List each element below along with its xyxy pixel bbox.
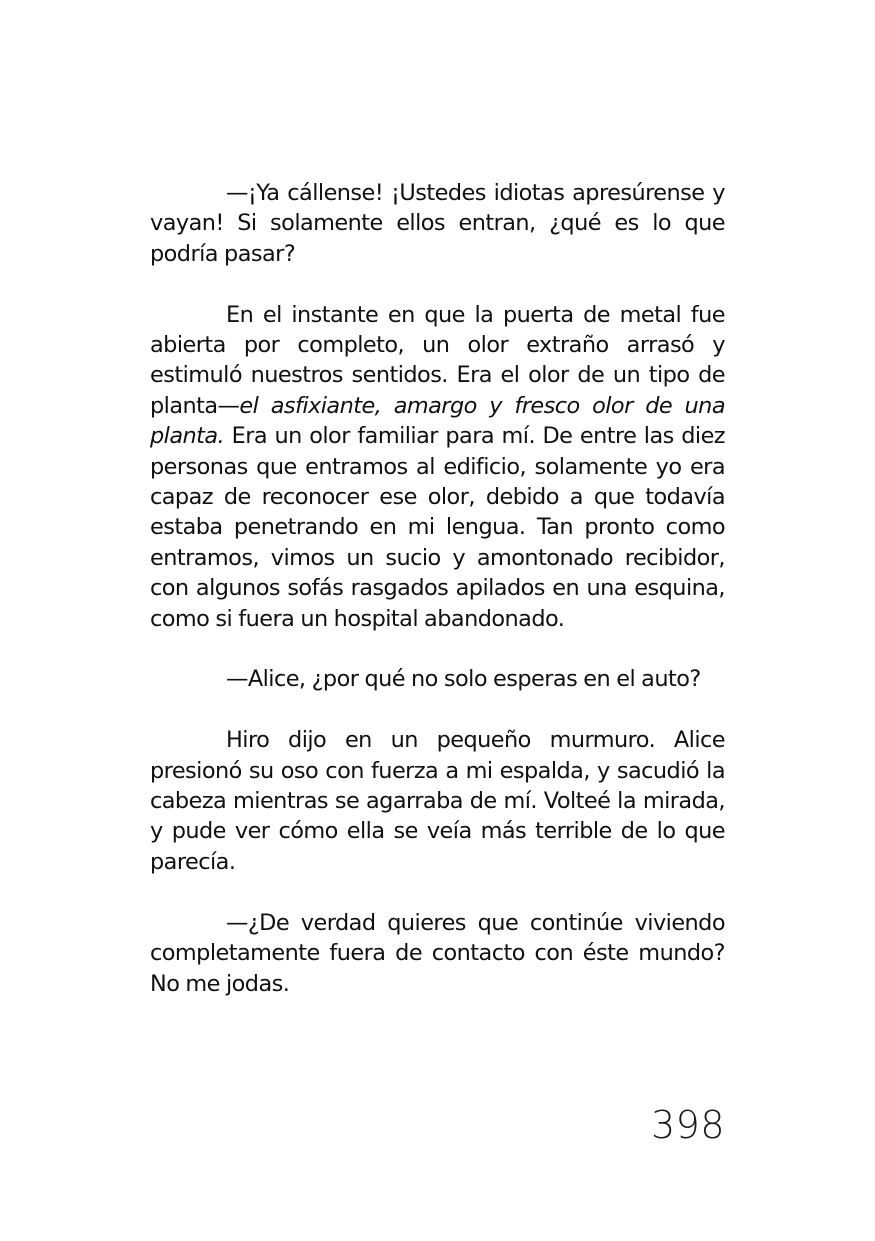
paragraph-gap — [150, 877, 725, 907]
paragraph-gap — [150, 634, 725, 664]
paragraph-3: —Alice, ¿por qué no solo esperas en el auto? — [226, 666, 701, 693]
paragraph-gap — [150, 269, 725, 299]
paragraph-2-text-start: En el instante en que la puerta de metal fue abierta por completo, un olor extraño arrasó y estimuló nuestros sentidos. Era el olor de un tipo de planta— — [150, 301, 725, 419]
paragraph-2 — [150, 300, 725, 634]
paragraph-5: —¿De verdad quieres que continúe viviendo completamente fuera de contacto con éste mundo? No me jodas. — [150, 909, 725, 997]
page-number: 398 — [650, 1103, 725, 1147]
paragraph-2-text-end: Era un olor familiar para mí. De entre las diez personas que entramos al edificio, solamente yo era capaz de reconocer ese olor, debido a que todavía estaba penetrando en mi lengua. Tan pronto como entramos, vimos un sucio y amontonado recibidor, con algunos sofás rasgados apilados en una esquina, como si fuera un hospital abandonado. — [150, 423, 725, 632]
page-body — [150, 178, 725, 999]
paragraph-gap — [150, 695, 725, 725]
paragraph-1: —¡Ya cállense! ¡Ustedes idiotas apresúrense y vayan! Si solamente ellos entran, ¿qué es lo que podría pasar? — [150, 180, 725, 267]
paragraph-2-italic-text: el asfixiante, amargo y fresco olor de una planta. — [150, 392, 725, 450]
paragraph-4: Hiro dijo en un pequeño murmuro. Alice presionó su oso con fuerza a mi espalda, y sacudió la cabeza mientras se agarraba de mí. Volteé la mirada, y pude ver cómo ella se veía más terrible de lo que parecía. — [150, 727, 725, 875]
